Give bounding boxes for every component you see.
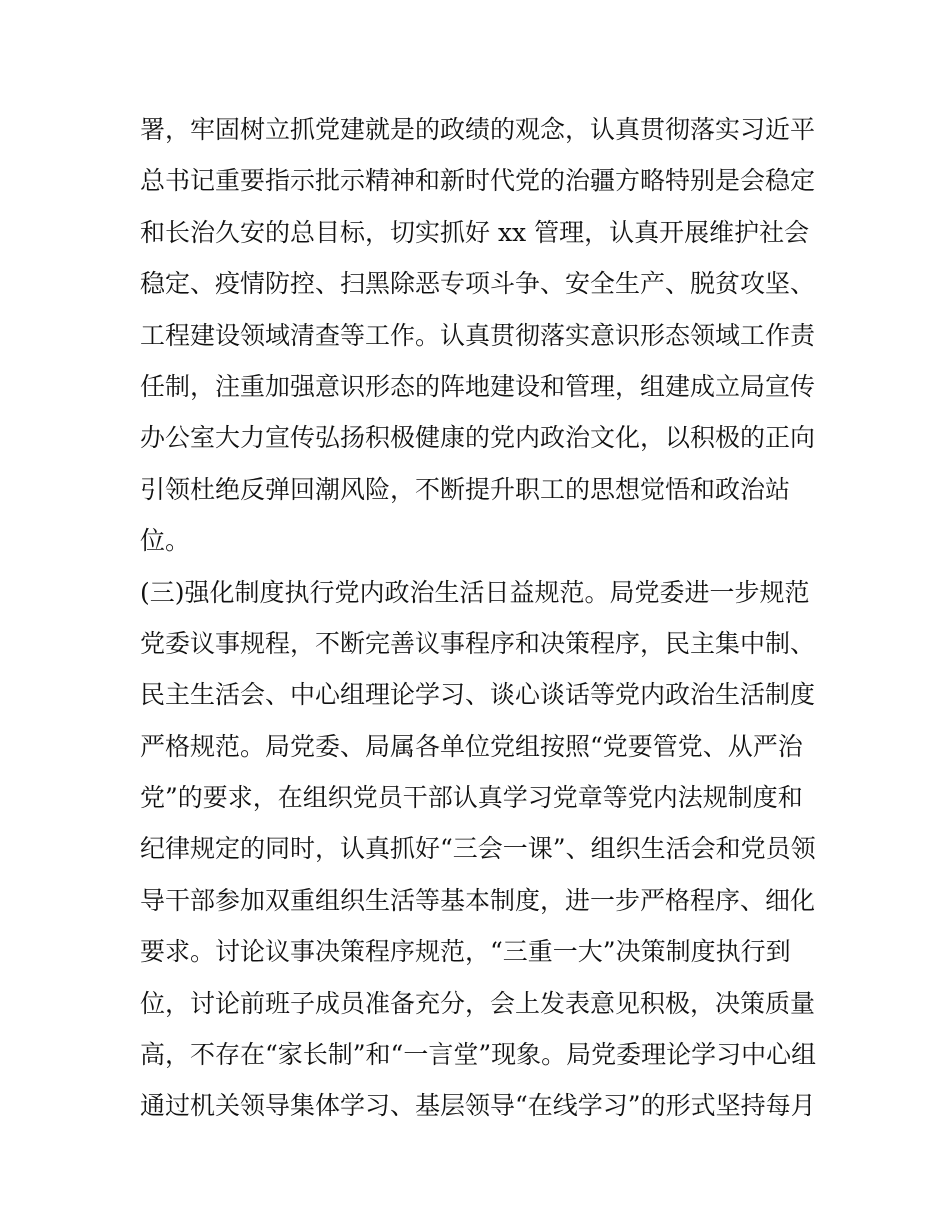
text-line: 任制，注重加强意识形态的阵地建设和管理，组建成立局宣传 bbox=[140, 371, 816, 401]
text-line: 纪律规定的同时，认真抓好“三会一课”、组织生活会和党员领 bbox=[140, 834, 816, 864]
text-line: 位，讨论前班子成员准备充分，会上发表意见积极，决策质量 bbox=[140, 988, 816, 1018]
document-body bbox=[140, 104, 820, 1132]
text-line: 党”的要求，在组织党员干部认真学习党章等党内法规制度和 bbox=[140, 783, 803, 813]
text-line: 党委议事规程，不断完善议事程序和决策程序，民主集中制、 bbox=[140, 628, 816, 658]
text-line: 稳定、疫情防控、扫黑除恶专项斗争、安全生产、脱贫攻坚、 bbox=[140, 269, 816, 299]
text-line: 工程建设领域清查等工作。认真贯彻落实意识形态领域工作责 bbox=[140, 320, 816, 350]
text-line: 高，不存在“家长制”和“一言堂”现象。局党委理论学习中心组 bbox=[140, 1040, 817, 1070]
text-line: 严格规范。局党委、局属各单位党组按照“党要管党、从严治 bbox=[140, 731, 803, 761]
section-heading-line: (三)强化制度执行党内政治生活日益规范。局党委进一步规范 bbox=[140, 577, 810, 607]
text-line: 引领杜绝反弹回潮风险，不断提升职工的思想觉悟和政治站 bbox=[140, 474, 791, 504]
text-line: 办公室大力宣传弘扬积极健康的党内政治文化，以积极的正向 bbox=[140, 423, 816, 453]
text-line: 要求。讨论议事决策程序规范，“三重一大”决策制度执行到 bbox=[140, 937, 791, 967]
text-line: 总书记重要指示批示精神和新时代党的治疆方略特别是会稳定 bbox=[140, 166, 816, 196]
text-line: 导干部参加双重组织生活等基本制度，进一步严格程序、细化 bbox=[140, 885, 816, 915]
text-line: 通过机关领导集体学习、基层领导“在线学习”的形式坚持每月 bbox=[140, 1091, 816, 1121]
text-line: 和长治久安的总目标，切实抓好 xx 管理，认真开展维护社会 bbox=[140, 217, 810, 247]
text-line: 署，牢固树立抓党建就是的政绩的观念，认真贯彻落实习近平 bbox=[140, 115, 816, 144]
text-line: 位。 bbox=[140, 526, 191, 556]
text-line: 民主生活会、中心组理论学习、谈心谈话等党内政治生活制度 bbox=[140, 680, 816, 710]
